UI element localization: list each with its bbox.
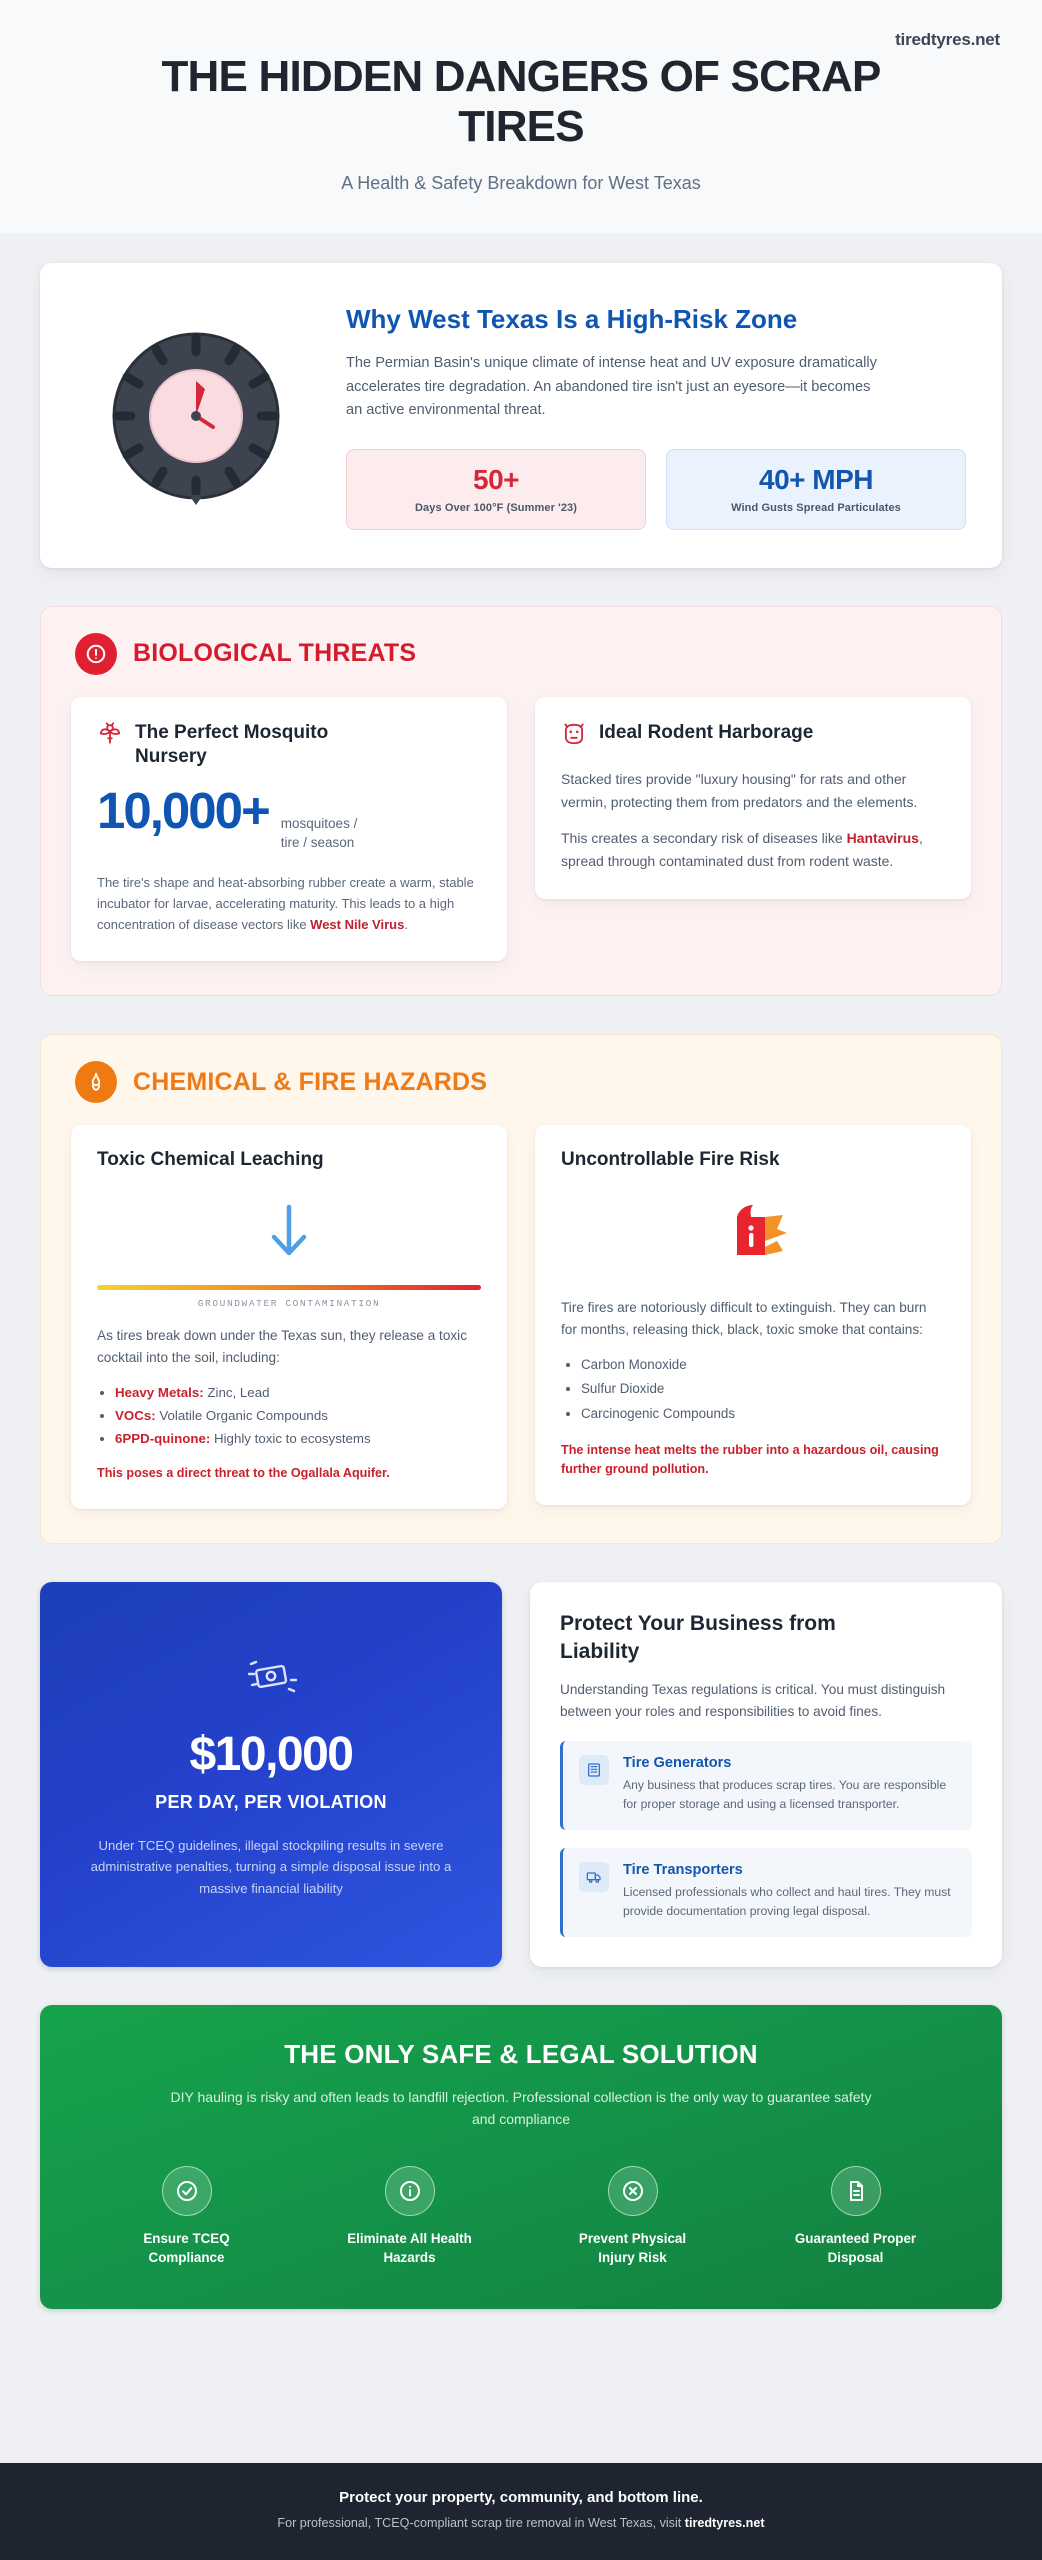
- mosquito-note-bold: West Nile Virus: [310, 917, 405, 933]
- benefit-health-hazards: [303, 2166, 516, 2267]
- down-arrow-illustration: [97, 1185, 481, 1273]
- item-rest: Volatile Organic Compounds: [155, 1407, 328, 1423]
- item-bold: VOCs:: [115, 1407, 156, 1423]
- rodent-p2-bold: Hantavirus: [846, 830, 919, 847]
- mosquito-unit: mosquitoes / tire / season: [280, 816, 358, 850]
- contamination-gradient-bar: [97, 1285, 481, 1290]
- mosquito-count: 10,000+: [97, 782, 269, 840]
- building-icon: [579, 1755, 609, 1785]
- document-icon: [831, 2166, 881, 2216]
- liability-row: [40, 1582, 1002, 1966]
- stat-wind-gusts: [666, 449, 966, 530]
- tire-illustration: [76, 297, 316, 529]
- footer-line-1: Protect your property, community, and bottom line.: [339, 2489, 703, 2506]
- role-name: Tire Generators: [623, 1754, 732, 1771]
- chemical-section-title: CHEMICAL & FIRE HAZARDS: [133, 1067, 488, 1096]
- liability-title: Protect Your Business from Liability: [560, 1612, 836, 1663]
- solution-banner: [40, 2005, 1002, 2310]
- benefit-tceq-compliance: [80, 2166, 293, 2267]
- list-item: • Sulfur Dioxide: [581, 1377, 945, 1402]
- info-circle-icon: [385, 2166, 435, 2216]
- page-footer: [0, 2463, 1042, 2560]
- fine-amount: $10,000: [189, 1727, 353, 1781]
- mosquito-icon: [97, 721, 123, 752]
- list-item: • Carcinogenic Compounds: [581, 1402, 945, 1427]
- benefit-injury-risk: [526, 2166, 739, 2267]
- mosquito-note-post: .: [404, 917, 408, 933]
- money-icon: [245, 1654, 297, 1705]
- item-bold: 6PPD-quinone:: [115, 1431, 211, 1447]
- biological-section-title: BIOLOGICAL THREATS: [133, 639, 417, 668]
- stat-label: Days Over 100°F (Summer '23): [414, 501, 578, 514]
- item-rest: Zinc, Lead: [203, 1384, 270, 1400]
- truck-icon: [579, 1862, 609, 1892]
- role-name: Tire Transporters: [623, 1861, 743, 1878]
- fire-list: [581, 1353, 945, 1427]
- content-body: [0, 235, 1042, 2345]
- list-item: [115, 1427, 481, 1450]
- role-desc: Licensed professionals who collect and haul tires. They must provide documentation proving legal disposal.: [623, 1884, 951, 1918]
- fire-hazard-icon: [707, 1203, 799, 1275]
- role-transporters: [560, 1848, 972, 1937]
- shield-x-icon: [608, 2166, 658, 2216]
- flame-icon: [75, 1061, 117, 1103]
- page-header: [0, 0, 1042, 235]
- fine-amount-card: [40, 1582, 502, 1966]
- role-transporters-text: [623, 1862, 956, 1921]
- biological-threats-section: [40, 606, 1002, 996]
- leaching-lead: As tires break down under the Texas sun, they release a toxic cocktail into the soil, including:: [97, 1328, 468, 1365]
- fire-warning: The intense heat melts the rubber into a hazardous oil, causing further ground pollution.: [561, 1442, 939, 1476]
- stat-days-over-100: [346, 449, 646, 530]
- risk-text-block: [346, 297, 966, 529]
- risk-stat-row: [346, 449, 966, 530]
- fire-illustration: [561, 1185, 945, 1297]
- high-risk-card: [40, 263, 1002, 567]
- flying-money-icon: [245, 1654, 297, 1700]
- footer-brand[interactable]: tiredtyres.net: [684, 2516, 765, 2530]
- list-item: [115, 1404, 481, 1427]
- rodent-paragraph-1: Stacked tires provide "luxury housing" for rats and other vermin, protecting them from predators and the elements.: [561, 770, 918, 810]
- biological-cards: [71, 697, 971, 961]
- rodent-title: Ideal Rodent Harborage: [599, 721, 814, 743]
- rodent-card-header: [561, 721, 945, 752]
- item-rest: Highly toxic to ecosystems: [210, 1431, 371, 1447]
- risk-heading: Why West Texas Is a High-Risk Zone: [346, 304, 798, 335]
- rodent-icon: [561, 721, 587, 752]
- mosquito-note-pre: The tire's shape and heat-absorbing rubber create a warm, stable incubator for larvae, accelerating maturity. This leads to a high concentration of disease vectors like: [97, 874, 474, 933]
- fine-note: Under TCEQ guidelines, illegal stockpiling results in severe administrative penalties, turning a simple disposal issue into a massive financial liability: [90, 1837, 452, 1896]
- liability-intro: Understanding Texas regulations is critical. You must distinguish between your roles and responsibilities to avoid fines.: [560, 1681, 946, 1719]
- leaching-title: Toxic Chemical Leaching: [97, 1149, 324, 1171]
- role-generators-text: [623, 1755, 956, 1814]
- mosquito-card: [71, 697, 507, 961]
- rodent-p2-post: , spread through contaminated dust from rodent waste.: [561, 830, 923, 869]
- tire-icon: [101, 319, 291, 509]
- leaching-list: [115, 1381, 481, 1451]
- list-item: • Carbon Monoxide: [581, 1353, 945, 1378]
- item-bold: Heavy Metals:: [115, 1384, 204, 1400]
- benefit-label: Prevent Physical Injury Risk: [578, 2231, 687, 2265]
- role-generators: [560, 1741, 972, 1830]
- role-desc: Any business that produces scrap tires. You are responsible for proper storage and using a licensed transporter.: [623, 1777, 947, 1811]
- benefit-proper-disposal: [749, 2166, 962, 2267]
- benefit-label: Guaranteed Proper Disposal: [794, 2231, 917, 2265]
- fire-title: Uncontrollable Fire Risk: [561, 1149, 780, 1171]
- alert-circle-icon: [75, 633, 117, 675]
- fine-period: PER DAY, PER VIOLATION: [155, 1791, 387, 1812]
- footer-line-2-pre: For professional, TCEQ-compliant scrap tire removal in West Texas, visit: [277, 2516, 685, 2530]
- footer-line-2: [20, 2516, 1022, 2530]
- stat-value: 50+: [473, 463, 519, 495]
- benefit-label: Eliminate All Health Hazards: [347, 2231, 472, 2265]
- rodent-paragraph-2: [561, 827, 945, 872]
- contamination-caption: GROUNDWATER CONTAMINATION: [197, 1298, 381, 1310]
- arrow-down-icon: [261, 1201, 317, 1263]
- mosquito-title: The Perfect Mosquito Nursery: [135, 721, 329, 768]
- benefit-label: Ensure TCEQ Compliance: [143, 2231, 230, 2265]
- rodent-p2-pre: This creates a secondary risk of diseases like: [561, 830, 847, 847]
- stat-value: 40+ MPH: [759, 463, 873, 495]
- solution-title: THE ONLY SAFE & LEGAL SOLUTION: [284, 2038, 758, 2069]
- page-subtitle: A Health & Safety Breakdown for West Texas: [341, 173, 701, 194]
- chemical-cards: [71, 1125, 971, 1509]
- mosquito-card-header: [97, 721, 481, 770]
- liability-card: [530, 1582, 1002, 1966]
- leaching-warning: This poses a direct threat to the Ogallala Aquifer.: [97, 1466, 390, 1481]
- leaching-card: [71, 1125, 507, 1509]
- benefits-row: [80, 2166, 962, 2267]
- brand-tag[interactable]: tiredtyres.net: [895, 30, 1000, 49]
- check-circle-icon: [162, 2166, 212, 2216]
- risk-paragraph: The Permian Basin's unique climate of intense heat and UV exposure dramatically accelerates tire degradation. An abandoned tire isn't just an eyesore—it becomes an active environmental threat.: [346, 354, 877, 419]
- rodent-card: [535, 697, 971, 899]
- page-title: THE HIDDEN DANGERS OF SCRAP TIRES: [161, 52, 881, 151]
- fire-card: [535, 1125, 971, 1505]
- biological-section-header: [71, 633, 971, 675]
- chemical-section-header: [71, 1061, 971, 1103]
- mosquito-note: [97, 872, 481, 935]
- list-item: [115, 1381, 481, 1404]
- mosquito-stat: [97, 782, 481, 851]
- stat-label: Wind Gusts Spread Particulates: [731, 501, 901, 514]
- fire-lead: Tire fires are notoriously difficult to extinguish. They can burn for months, releasing thick, black, toxic smoke that contains:: [561, 1300, 927, 1337]
- chemical-fire-section: [40, 1034, 1002, 1544]
- solution-subtitle: DIY hauling is risky and often leads to landfill rejection. Professional collection is the only way to guarantee safety and compliance: [170, 2088, 872, 2127]
